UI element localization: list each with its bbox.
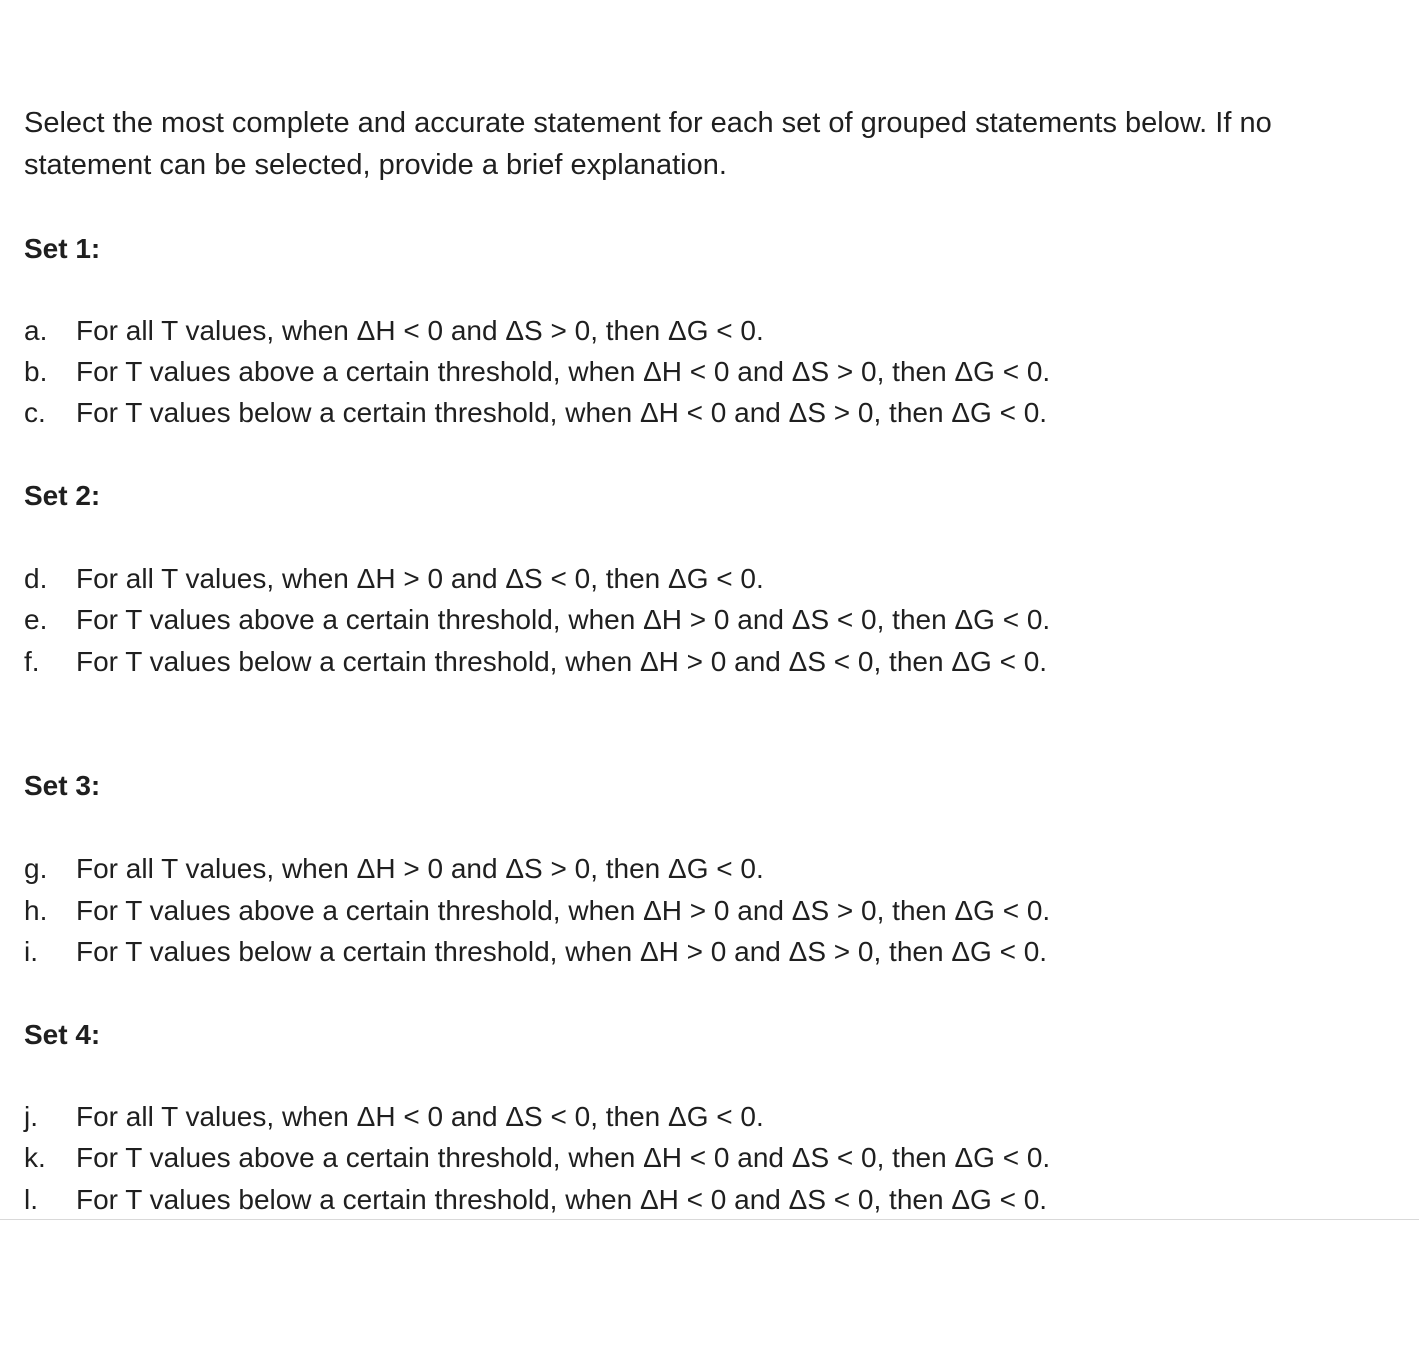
statement-text: For T values below a certain threshold, when ΔH > 0 and ΔS < 0, then ΔG < 0. <box>76 646 1048 677</box>
statement-letter: b. <box>24 356 48 387</box>
statement-b <box>24 355 1050 389</box>
statement-letter: g. <box>24 853 48 884</box>
statement-text: For T values below a certain threshold, when ΔH < 0 and ΔS > 0, then ΔG < 0. <box>76 397 1048 428</box>
statement-letter: h. <box>24 895 48 926</box>
statement-text: For T values above a certain threshold, when ΔH < 0 and ΔS > 0, then ΔG < 0. <box>76 356 1051 387</box>
statement-text: For T values above a certain threshold, when ΔH < 0 and ΔS < 0, then ΔG < 0. <box>76 1142 1051 1173</box>
set-3-title: Set 3: <box>24 770 101 801</box>
statement-text: For T values above a certain threshold, when ΔH > 0 and ΔS > 0, then ΔG < 0. <box>76 895 1051 926</box>
statement-a <box>24 314 764 348</box>
set-1-title: Set 1: <box>24 233 101 264</box>
statement-i <box>24 935 1047 969</box>
statement-f <box>24 645 1047 679</box>
statement-l <box>24 1183 1047 1217</box>
statement-letter: l. <box>24 1184 38 1215</box>
statement-letter: c. <box>24 397 46 428</box>
statement-text: For all T values, when ΔH < 0 and ΔS > 0, then ΔG < 0. <box>76 315 764 346</box>
statement-letter: i. <box>24 936 38 967</box>
statement-letter: k. <box>24 1142 46 1173</box>
statement-letter: d. <box>24 563 48 594</box>
statement-c <box>24 396 1047 430</box>
page-divider <box>0 1219 1419 1220</box>
statement-e <box>24 603 1050 637</box>
statement-h <box>24 894 1050 928</box>
statement-text: For all T values, when ΔH > 0 and ΔS < 0, then ΔG < 0. <box>76 563 764 594</box>
set-4-title: Set 4: <box>24 1019 101 1050</box>
statement-d <box>24 562 764 596</box>
statement-g <box>24 852 764 886</box>
statement-letter: e. <box>24 604 48 635</box>
statement-letter: a. <box>24 315 48 346</box>
statement-text: For T values below a certain threshold, when ΔH < 0 and ΔS < 0, then ΔG < 0. <box>76 1184 1048 1215</box>
statement-letter: f. <box>24 646 40 677</box>
statement-k <box>24 1141 1050 1175</box>
instructions-text: Select the most complete and accurate statement for each set of grouped statements below. If no statement can be selected, provide a brief explanation. <box>24 107 1272 181</box>
statement-letter: j. <box>24 1101 38 1132</box>
statement-text: For T values below a certain threshold, when ΔH > 0 and ΔS > 0, then ΔG < 0. <box>76 936 1048 967</box>
statement-j <box>24 1100 764 1134</box>
statement-text: For T values above a certain threshold, when ΔH > 0 and ΔS < 0, then ΔG < 0. <box>76 604 1051 635</box>
set-2-title: Set 2: <box>24 480 101 511</box>
statement-text: For all T values, when ΔH > 0 and ΔS > 0, then ΔG < 0. <box>76 853 764 884</box>
statement-text: For all T values, when ΔH < 0 and ΔS < 0, then ΔG < 0. <box>76 1101 764 1132</box>
